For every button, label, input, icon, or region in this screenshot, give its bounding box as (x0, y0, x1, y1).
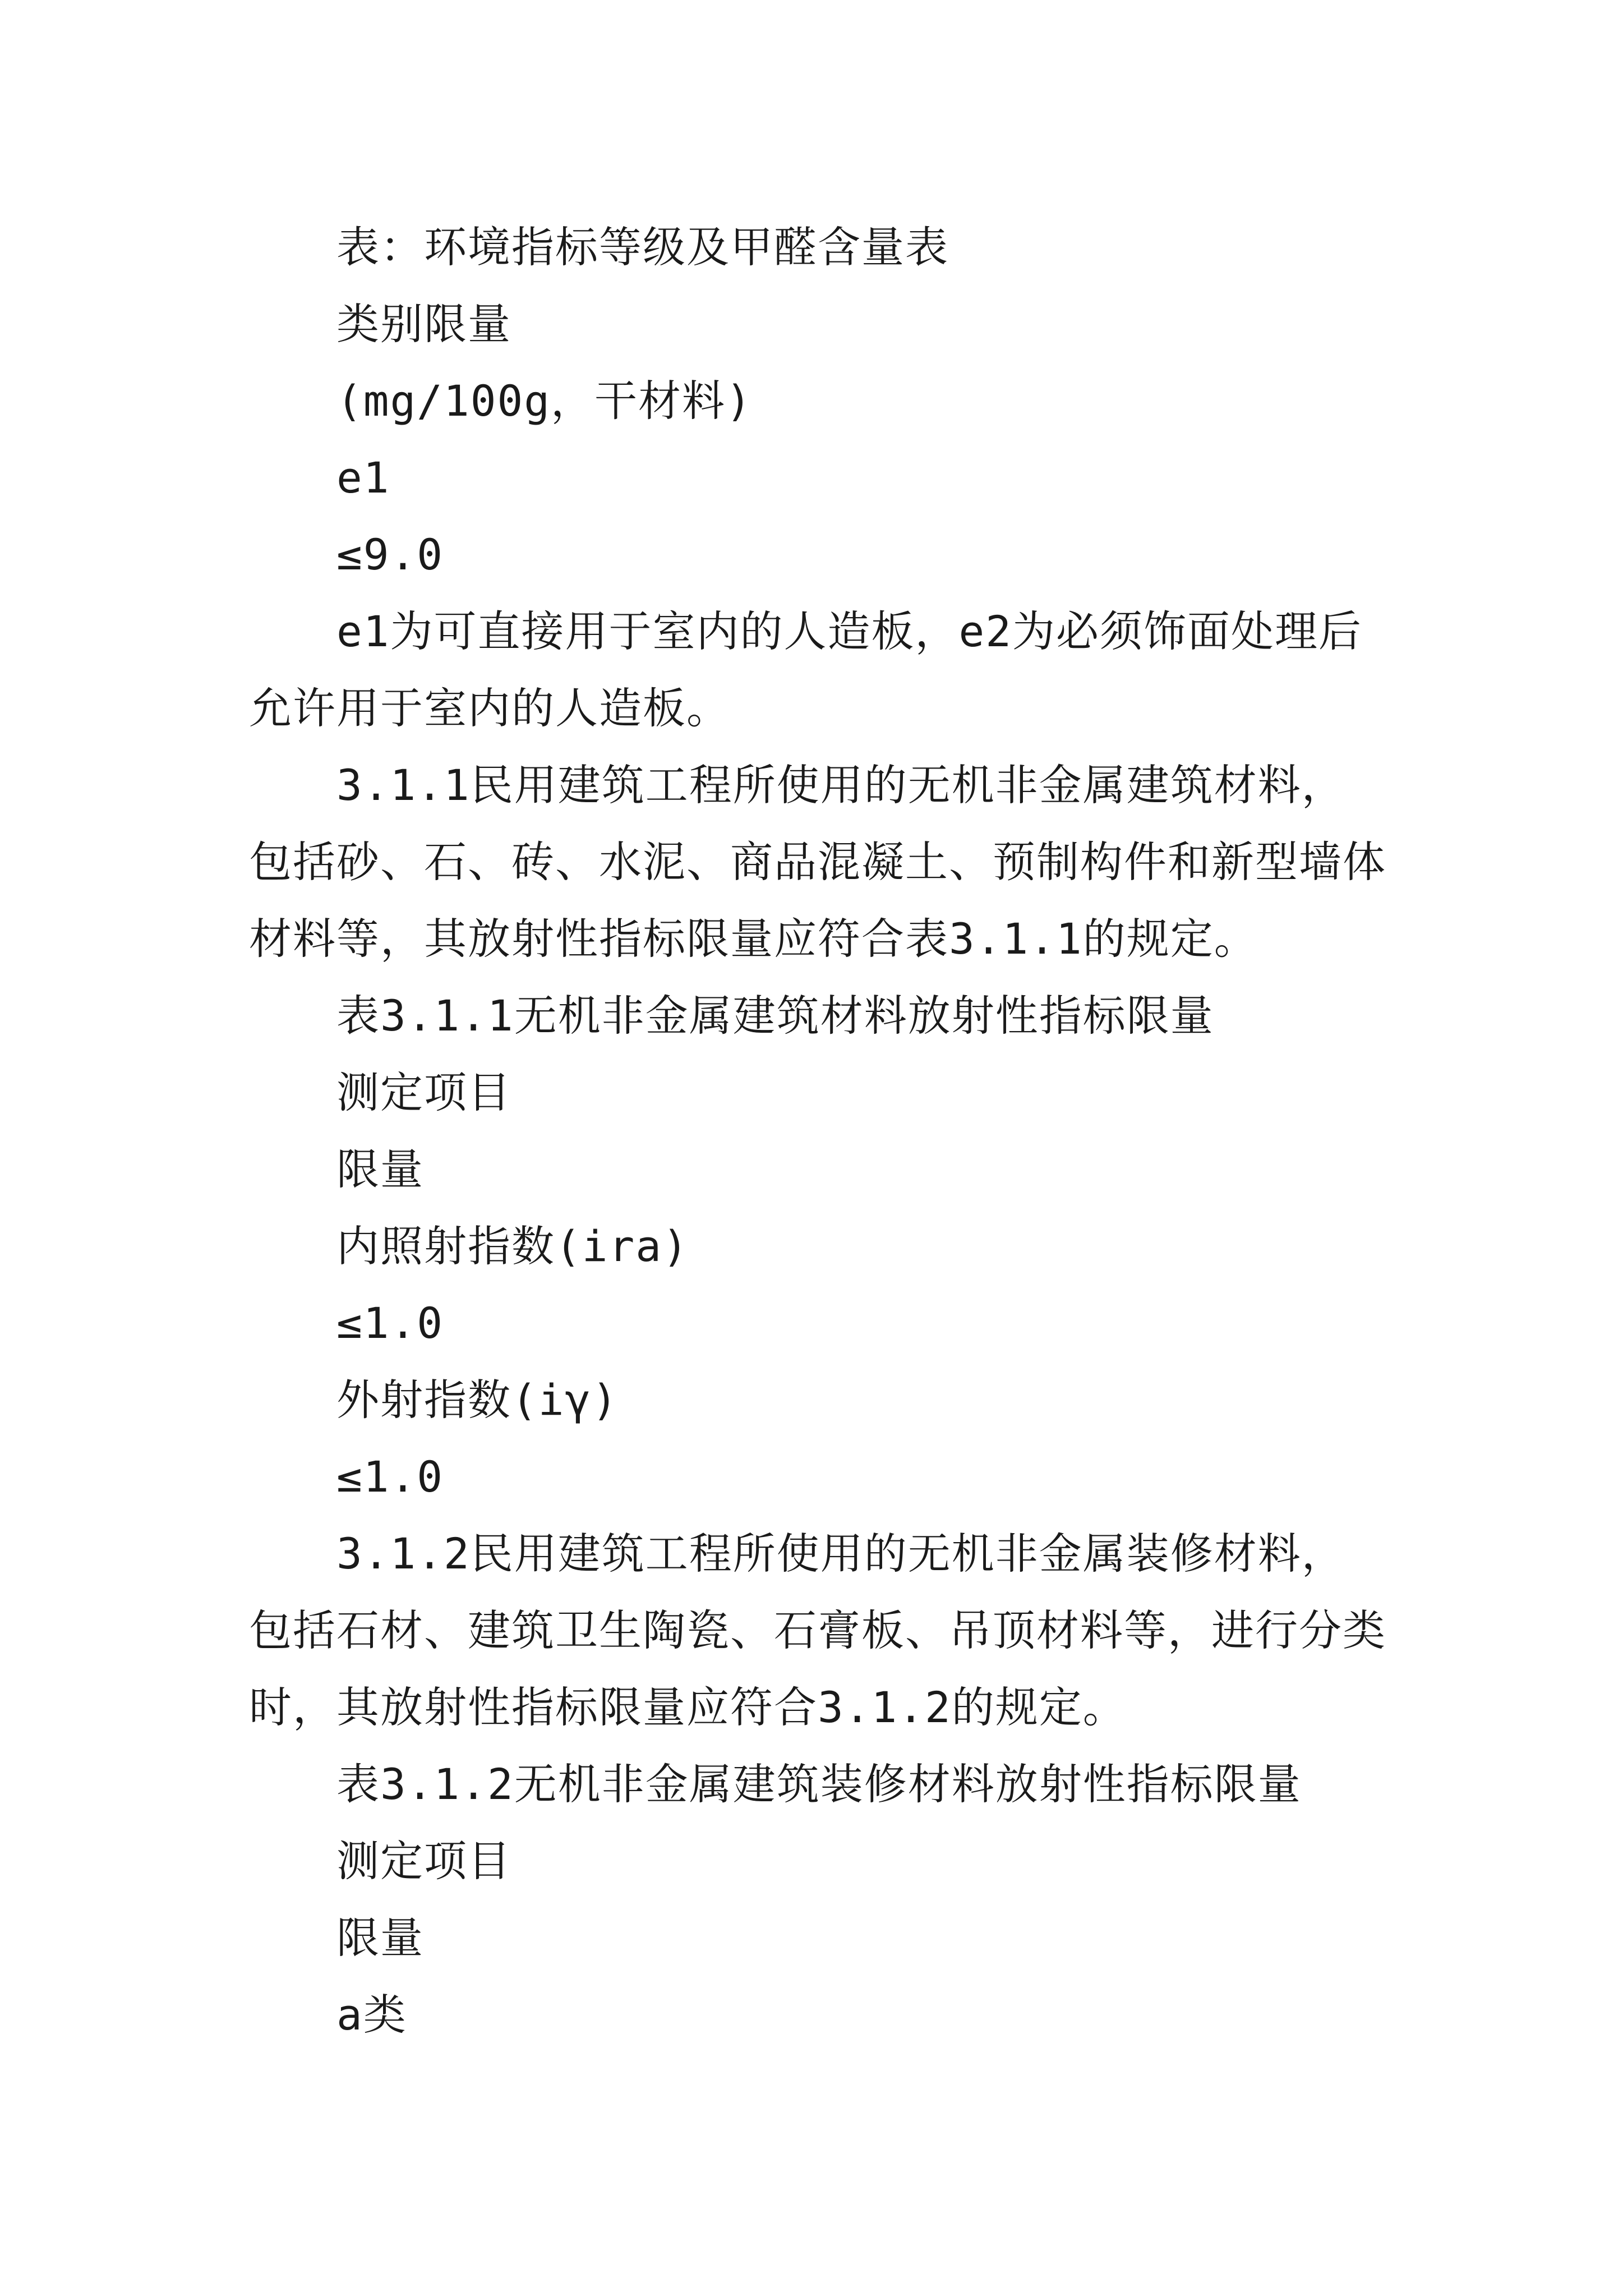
table-caption-3-1-1: 表3.1.1无机非金属建筑材料放射性指标限量 (336, 991, 1214, 1041)
paragraph-e1-e2-note: e1为可直接用于室内的人造板，e2为必须饰面处理后允许用于室内的人造板。 (249, 606, 1363, 733)
table-cell-category-limit: 类别限量 (336, 299, 511, 349)
table-cell-limit: 限量 (336, 1913, 424, 1963)
table-cell-test-item: 测定项目 (336, 1836, 511, 1886)
table-cell-e1-limit: ≤9.0 (336, 530, 444, 579)
table-caption-formaldehyde: 表：环境指标等级及甲醛含量表 (336, 222, 949, 272)
table-cell-internal-limit: ≤1.0 (336, 1298, 444, 1348)
paragraph-clause-3-1-2: 3.1.2民用建筑工程所使用的无机非金属装修材料，包括石材、建筑卫生陶瓷、石膏板、吊顶材料等，进行分类时，其放射性指标限量应符合3.1.2的规定。 (249, 1529, 1386, 1732)
table-cell-class-a: a类 (336, 1990, 407, 2040)
table-cell-limit: 限量 (336, 1144, 424, 1194)
table-cell-external-limit: ≤1.0 (336, 1452, 444, 1502)
table-cell-internal-index: 内照射指数(ira) (336, 1221, 689, 1271)
table-caption-3-1-2: 表3.1.2无机非金属建筑装修材料放射性指标限量 (336, 1759, 1302, 1809)
table-cell-grade-e1: e1 (336, 453, 390, 503)
table-cell-external-index: 外射指数(iγ) (336, 1375, 619, 1425)
document-body (249, 209, 1389, 2053)
table-cell-test-item: 测定项目 (336, 1068, 511, 1117)
paragraph-clause-3-1-1: 3.1.1民用建筑工程所使用的无机非金属建筑材料，包括砂、石、砖、水泥、商品混凝土、预制构件和新型墙体材料等，其放射性指标限量应符合表3.1.1的规定。 (249, 760, 1386, 964)
table-cell-unit: (mg/100g，干材料) (336, 376, 753, 426)
